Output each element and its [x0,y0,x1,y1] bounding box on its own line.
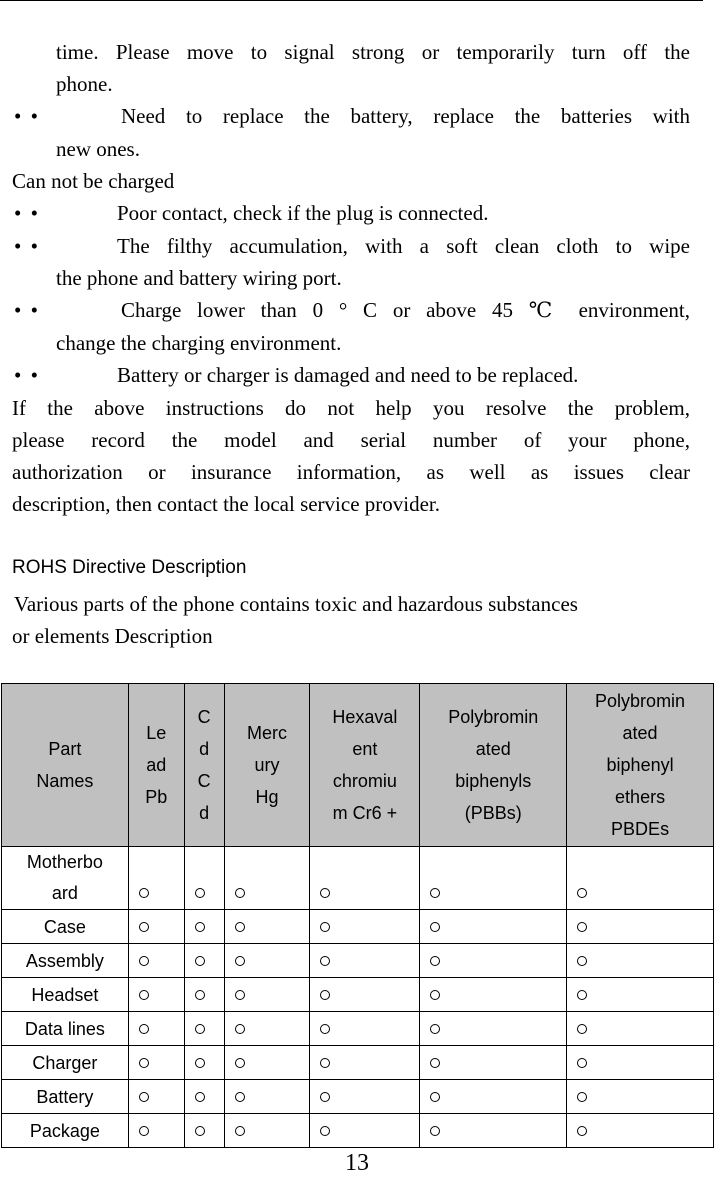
column-header-line: ad [146,755,167,775]
compliance-cell [567,944,714,978]
compliance-cell [224,944,310,978]
circle-mark-icon [195,888,205,898]
circle-mark-icon [430,1058,440,1068]
compliance-cell [224,1114,310,1148]
compliance-cell [567,1080,714,1114]
section-heading: Can not be charged [12,169,175,193]
part-name: Case [43,917,86,937]
circle-mark-icon [577,888,587,898]
compliance-cell [420,944,567,978]
circle-mark-icon [235,1126,245,1136]
compliance-cell [128,1080,184,1114]
part-name: Battery [36,1087,94,1107]
compliance-cell [420,1012,567,1046]
compliance-cell [184,944,224,978]
circle-mark-icon [195,990,205,1000]
part-name: ard [51,883,78,903]
compliance-cell [420,1046,567,1080]
table-row [2,1080,714,1114]
part-name: Data lines [24,1019,105,1039]
circle-mark-icon [577,1092,587,1102]
column-header [420,684,567,847]
bullet-marker: • • [14,298,40,322]
bullet-text: Need to replace the battery, replace the batteries with [121,104,690,128]
circle-mark-icon [320,990,330,1000]
bullet-marker: • • [14,104,40,128]
table-row [2,1046,714,1080]
column-header-line: Polybromin [448,707,539,727]
part-name-cell [2,1046,129,1080]
circle-mark-icon [430,990,440,1000]
compliance-cell [420,847,567,910]
circle-mark-icon [195,922,205,932]
column-header-line: ent [352,739,378,759]
circle-mark-icon [430,922,440,932]
compliance-cell [224,978,310,1012]
compliance-cell [420,1080,567,1114]
column-header-line: m Cr6 + [332,803,398,823]
column-header-line: Part [48,739,82,759]
compliance-cell [567,847,714,910]
circle-mark-icon [139,1126,149,1136]
compliance-cell [184,1080,224,1114]
compliance-cell [310,1080,420,1114]
rohs-title: ROHS Directive Description [12,557,247,578]
circle-mark-icon [320,1024,330,1034]
part-name: Headset [31,985,99,1005]
compliance-cell [310,1114,420,1148]
column-header-line: chromiu [332,771,397,791]
rohs-description: or elements Description [12,624,213,648]
paragraph-line: If the above instructions do not help you resolve the problem, [12,396,690,420]
column-header [2,684,129,847]
column-header-line: Merc [247,723,288,743]
compliance-cell [310,910,420,944]
circle-mark-icon [235,1092,245,1102]
bullet-text: the phone and battery wiring port. [56,266,342,290]
circle-mark-icon [577,1058,587,1068]
part-name-cell [2,944,129,978]
bullet-text: new ones. [56,137,140,161]
compliance-cell [567,1012,714,1046]
circle-mark-icon [139,888,149,898]
circle-mark-icon [195,1126,205,1136]
compliance-cell [567,1114,714,1148]
compliance-cell [184,910,224,944]
compliance-cell [128,1114,184,1148]
compliance-cell [310,944,420,978]
bullet-text: Poor contact, check if the plug is connected. [117,201,489,225]
paragraph-line: phone. [56,72,113,96]
circle-mark-icon [320,1092,330,1102]
rohs-table [1,683,714,1148]
circle-mark-icon [235,888,245,898]
compliance-cell [184,978,224,1012]
circle-mark-icon [139,990,149,1000]
bullet-text: The filthy accumulation, with a soft clean cloth to wipe [117,234,690,258]
compliance-cell [420,978,567,1012]
circle-mark-icon [430,1024,440,1034]
paragraph-line: description, then contact the local service provider. [12,492,441,516]
compliance-cell [128,944,184,978]
compliance-cell [224,910,310,944]
circle-mark-icon [139,1058,149,1068]
compliance-cell [310,978,420,1012]
part-name-cell [2,1114,129,1148]
part-name: Assembly [25,951,104,971]
paragraph-line: authorization or insurance information, as well as issues clear [12,460,690,484]
part-name-cell [2,910,129,944]
circle-mark-icon [320,922,330,932]
column-header-line: PBDEs [611,819,670,839]
circle-mark-icon [577,1126,587,1136]
compliance-cell [184,1114,224,1148]
column-header-line: Hexaval [332,707,398,727]
compliance-cell [310,847,420,910]
paragraph-line: time. Please move to signal strong or temporarily turn off the [56,40,690,64]
column-header-line: Polybromin [595,691,686,711]
table-header-row [2,684,714,847]
table-row [2,847,714,910]
compliance-cell [128,1046,184,1080]
compliance-cell [224,1046,310,1080]
bullet-text: change the charging environment. [56,331,342,355]
part-name: Package [29,1121,100,1141]
circle-mark-icon [577,990,587,1000]
circle-mark-icon [235,922,245,932]
circle-mark-icon [195,1058,205,1068]
circle-mark-icon [139,1092,149,1102]
compliance-cell [128,1012,184,1046]
table-row [2,1114,714,1148]
compliance-cell [567,910,714,944]
compliance-cell [567,1046,714,1080]
bullet-marker: • • [14,201,40,225]
column-header-line: Hg [255,787,279,807]
circle-mark-icon [195,1092,205,1102]
bullet-marker: • • [14,363,40,387]
bullet-marker: • • [14,234,40,258]
table-row [2,978,714,1012]
circle-mark-icon [577,956,587,966]
circle-mark-icon [430,956,440,966]
column-header-line: C [197,707,211,727]
part-name: Charger [32,1053,98,1073]
compliance-cell [184,847,224,910]
circle-mark-icon [235,1024,245,1034]
column-header [567,684,714,847]
part-name-cell [2,1080,129,1114]
circle-mark-icon [320,1058,330,1068]
paragraph-line: please record the model and serial number of your phone, [12,428,690,452]
column-header-line: biphenyl [606,755,674,775]
column-header-line: biphenyls [455,771,532,791]
circle-mark-icon [320,1126,330,1136]
column-header [184,684,224,847]
rohs-description: Various parts of the phone contains toxic and hazardous substances [14,592,578,616]
compliance-cell [224,1012,310,1046]
compliance-cell [567,978,714,1012]
column-header-line: Pb [145,787,168,807]
compliance-cell [128,978,184,1012]
circle-mark-icon [139,1024,149,1034]
compliance-cell [310,1046,420,1080]
column-header-line: ethers [615,787,666,807]
compliance-cell [128,910,184,944]
bullet-text: Battery or charger is damaged and need to be replaced. [117,363,579,387]
circle-mark-icon [320,888,330,898]
column-header-line: C [197,771,211,791]
circle-mark-icon [235,990,245,1000]
column-header [128,684,184,847]
column-header-line: d [199,739,210,759]
circle-mark-icon [577,1024,587,1034]
column-header-line: ury [254,755,280,775]
column-header-line: Names [36,771,94,791]
column-header-line: ated [475,739,511,759]
bullet-text: Charge lower than 0 ° C or above 45 ℃ environment, [121,298,690,322]
table-body [2,847,714,1148]
column-header [224,684,310,847]
circle-mark-icon [577,922,587,932]
compliance-cell [184,1046,224,1080]
circle-mark-icon [320,956,330,966]
circle-mark-icon [139,922,149,932]
circle-mark-icon [430,1126,440,1136]
part-name-cell [2,978,129,1012]
circle-mark-icon [235,956,245,966]
column-header [310,684,420,847]
compliance-cell [128,847,184,910]
compliance-cell [224,847,310,910]
circle-mark-icon [195,1024,205,1034]
circle-mark-icon [139,956,149,966]
page-number: 13 [345,1150,369,1176]
compliance-cell [420,910,567,944]
top-rule [0,0,703,1]
column-header-line: d [199,803,210,823]
table-row [2,1012,714,1046]
part-name-cell [2,1012,129,1046]
part-name: Motherbo [26,852,103,872]
column-header-line: Le [146,723,167,743]
circle-mark-icon [430,1092,440,1102]
table-row [2,910,714,944]
column-header-line: ated [622,723,658,743]
circle-mark-icon [235,1058,245,1068]
table-row [2,944,714,978]
part-name-cell [2,847,129,910]
column-header-line: (PBBs) [464,803,522,823]
circle-mark-icon [195,956,205,966]
compliance-cell [224,1080,310,1114]
compliance-cell [420,1114,567,1148]
compliance-cell [184,1012,224,1046]
compliance-cell [310,1012,420,1046]
circle-mark-icon [430,888,440,898]
